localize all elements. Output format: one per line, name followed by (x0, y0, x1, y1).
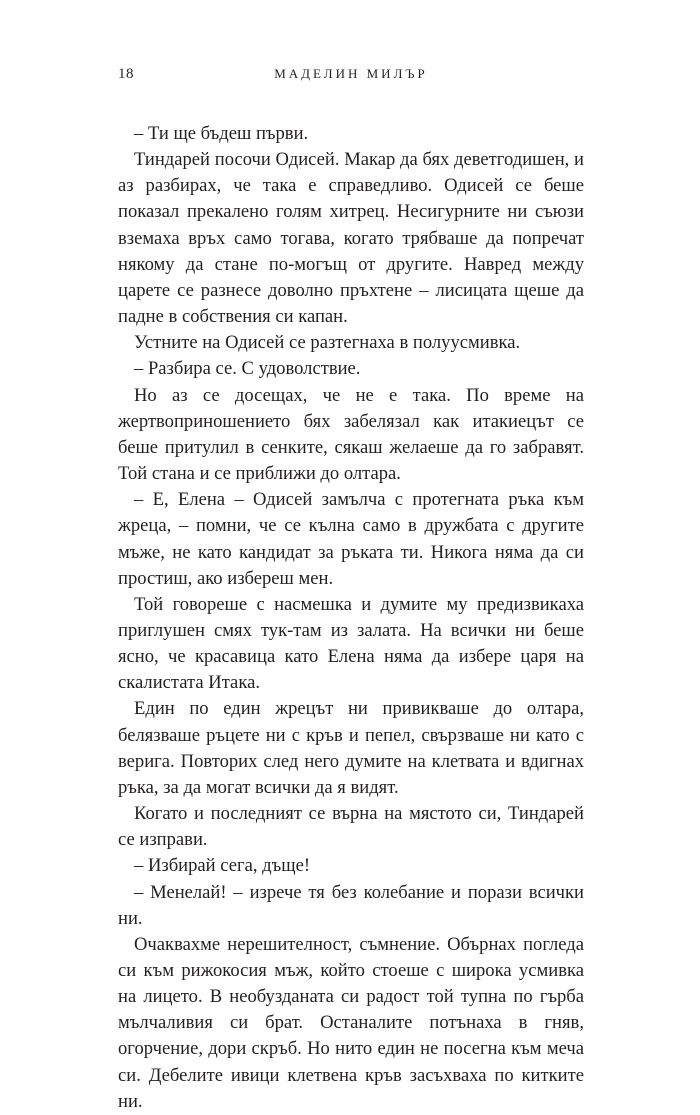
paragraph-5: Но аз се досещах, че не е така. По време на жертвоприношението бях забелязал как итакиецът се беше притулил в сенките, сякаш желаеше да го забравят. Той стана и се приближи до олтара. (118, 384, 584, 485)
paragraph-8: Един по един жрецът ни привикваше до олтара, белязваше ръцете ни с кръв и пепел, свързваше ни като с верига. Повторих след него думите на клетвата и вдигнах ръка, за да могат всички да я видят. (118, 698, 584, 798)
paragraph-9: Когато и последният се върна на мястото си, Тиндарей се изправи. (118, 803, 584, 851)
paragraph-11: – Менелай! – изрече тя без колебание и порази всички ни. (118, 881, 584, 929)
paragraph-12: Очаквахме нерешителност, съмнение. Обърнах погледа си към рижокосия мъж, който стоеше с широка усмивка на лицето. В необузданата си радост той тупна по гърба мълчаливия си брат. Останалите потънаха в гняв, огорчение, дори скръб. Но нито един не посегна към меча си. Дебелите ивици клетвена кръв засъхваха по китките ни. (118, 933, 584, 1112)
paragraph-4: – Разбира се. С удоволствие. (134, 358, 361, 380)
paragraph-1: – Ти ще бъдеш първи. (134, 123, 309, 144)
body-text (118, 121, 584, 1115)
paragraph-2: Тиндарей посочи Одисей. Макар да бях деветгодишен, и аз разбирах, че така е справедливо. Одисей се беше показал прекалено голям хитрец. Несигурните ни съюзи вземаха връх само тогава, когато трябваше да попречат някому да стане по-могъщ от другите. Навред между царете се разнесе доволно пръхтене – лисицата щеше да падне в собствения си капан. (118, 149, 584, 328)
running-head-author: МАДЕЛИН МИЛЪР (274, 66, 428, 81)
page-number: 18 (118, 66, 134, 82)
paragraph-7: Той говореше с насмешка и думите му предизвикаха приглушен смях тук-там из залата. На всички ни беше ясно, че красавица като Елена няма да избере царя на скалистата Итака. (118, 593, 584, 694)
paragraph-6: – Е, Елена – Одисей замълча с протегната ръка към жреца, – помни, че се кълна само в дружбата с другите мъже, не като кандидат за ръката ти. Никога няма да си простиш, ако избереш мен. (118, 489, 584, 589)
paragraph-3: Устните на Одисей се разтегнаха в полуусмивка. (134, 332, 521, 354)
paragraph-10: – Избирай сега, дъще! (134, 855, 311, 877)
page-header (118, 66, 584, 86)
